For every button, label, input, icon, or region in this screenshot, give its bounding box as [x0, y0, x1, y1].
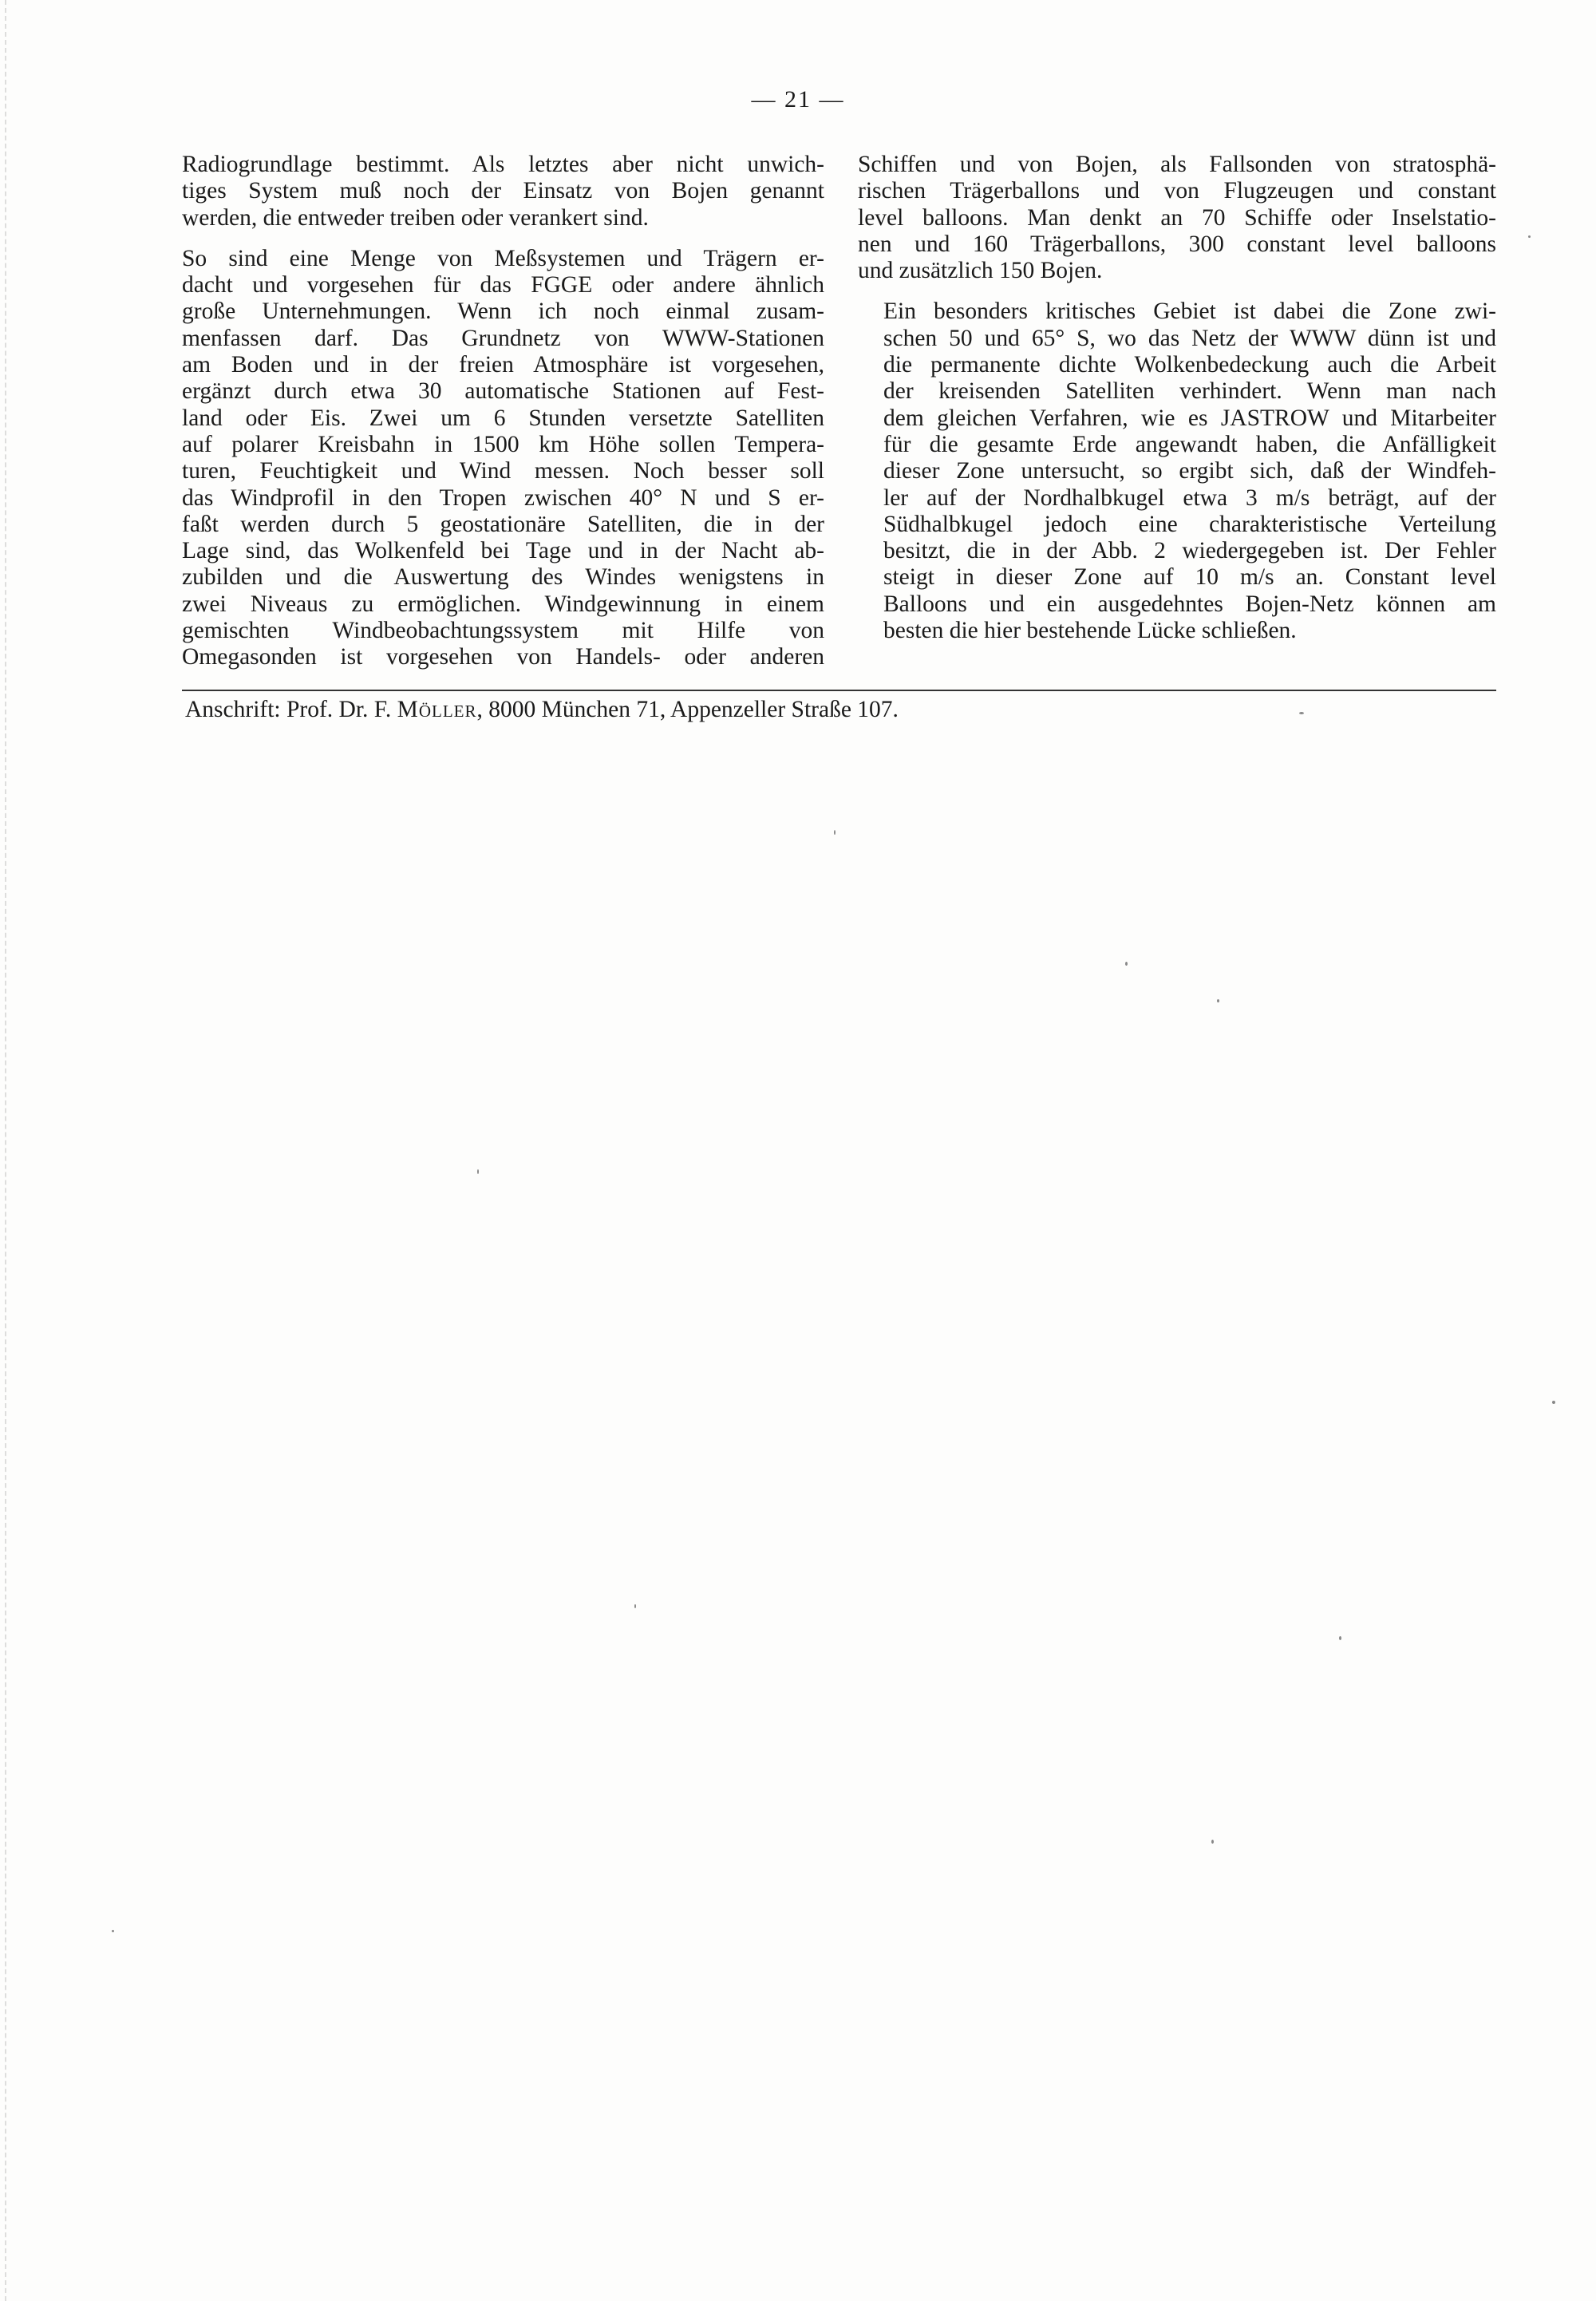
text-line: besitzt, die in der Abb. 2 wiedergegeben ist. Der Fehler: [883, 538, 1496, 564]
text-line: dieser Zone untersucht, so ergibt sich, daß der Windfeh-: [883, 458, 1496, 484]
scan-speck: [1552, 1401, 1555, 1404]
text-line: So sind eine Menge von Meßsystemen und Trägern er-: [182, 245, 824, 271]
scan-speck: [1211, 1840, 1214, 1844]
text-line: faßt werden durch 5 geostationäre Satelliten, die in der: [182, 511, 824, 537]
scan-speck: [1299, 712, 1304, 714]
author-address: [185, 696, 899, 723]
address-prefix: Anschrift: Prof. Dr. F.: [185, 697, 392, 722]
scan-speck: [112, 1930, 114, 1932]
text-line: auf polarer Kreisbahn in 1500 km Höhe sollen Tempera-: [182, 431, 824, 457]
text-line: schen 50 und 65° S, wo das Netz der WWW dünn ist und: [883, 325, 1496, 351]
text-line: turen, Feuchtigkeit und Wind messen. Noch besser soll: [182, 458, 824, 484]
scan-speck: [1217, 999, 1219, 1002]
left-column: [182, 152, 824, 686]
paragraph-1: [182, 152, 824, 231]
text-line: das Windprofil in den Tropen zwischen 40° N und S er-: [182, 484, 824, 511]
footer-rule: [182, 690, 1496, 691]
text-line: Südhalbkugel jedoch eine charakteristische Verteilung: [883, 511, 1496, 537]
paragraph-4: [858, 298, 1496, 644]
scan-speck: [1528, 235, 1531, 238]
text-line: Lage sind, das Wolkenfeld bei Tage und in der Nacht ab-: [182, 538, 824, 564]
text-line: der kreisenden Satelliten verhindert. Wenn man nach: [883, 378, 1496, 405]
page-number: — 21 —: [751, 86, 845, 113]
text-line: menfassen darf. Das Grundnetz von WWW-Stationen: [182, 325, 824, 351]
text-line: Schiffen und von Bojen, als Fallsonden von stratosphä-: [858, 152, 1496, 177]
text-line: ler auf der Nordhalbkugel etwa 3 m/s beträgt, auf der: [883, 484, 1496, 511]
text-line: nen und 160 Trägerballons, 300 constant level balloons: [858, 231, 1496, 257]
text-line: die permanente dichte Wolkenbedeckung auch die Arbeit: [883, 352, 1496, 378]
text-line: und zusätzlich 150 Bojen.: [858, 258, 1103, 284]
text-line: Ein besonders kritisches Gebiet ist dabei die Zone zwi-: [883, 298, 1496, 325]
text-line: zubilden und die Auswertung des Windes wenigstens in: [182, 564, 824, 591]
text-line: rischen Trägerballons und von Flugzeugen und constant: [858, 178, 1496, 204]
right-column: [858, 152, 1496, 658]
text-line: ergänzt durch etwa 30 automatische Stationen auf Fest-: [182, 378, 824, 405]
text-line: gemischten Windbeobachtungssystem mit Hilfe von: [182, 618, 824, 644]
address-suffix: , 8000 München 71, Appenzeller Straße 107.: [476, 697, 899, 722]
text-line: level balloons. Man denkt an 70 Schiffe oder Inselstatio-: [858, 204, 1496, 231]
author-name: Möller: [397, 697, 477, 722]
paragraph-2: [182, 246, 824, 671]
scan-speck: [634, 1604, 636, 1608]
text-line: besten die hier bestehende Lücke schließen.: [883, 618, 1297, 644]
text-line: für die gesamte Erde angewandt haben, die Anfälligkeit: [883, 431, 1496, 457]
text-line: steigt in dieser Zone auf 10 m/s an. Constant level: [883, 564, 1496, 591]
text-line: Radiogrundlage bestimmt. Als letztes aber nicht unwich-: [182, 152, 824, 177]
scan-speck: [834, 830, 836, 835]
text-line: land oder Eis. Zwei um 6 Stunden versetzte Satelliten: [182, 405, 824, 431]
text-line: zwei Niveaus zu ermöglichen. Windgewinnung in einem: [182, 591, 824, 617]
text-line: Omegasonden ist vorgesehen von Handels- oder anderen: [182, 644, 824, 670]
text-line: tiges System muß noch der Einsatz von Bojen genannt: [182, 178, 824, 204]
text-line: dacht und vorgesehen für das FGGE oder andere ähnlich: [182, 272, 824, 298]
scan-speck: [1125, 962, 1128, 966]
text-line: werden, die entweder treiben oder verankert sind.: [182, 204, 649, 231]
text-line: am Boden und in der freien Atmosphäre ist vorgesehen,: [182, 352, 824, 378]
scan-speck: [477, 1169, 479, 1174]
text-line: große Unternehmungen. Wenn ich noch einmal zusam-: [182, 298, 824, 325]
scan-edge: [0, 0, 6, 2301]
paragraph-3: [858, 152, 1496, 284]
scan-speck: [1339, 1636, 1341, 1640]
text-line: Balloons und ein ausgedehntes Bojen-Netz können am: [883, 591, 1496, 617]
text-line: dem gleichen Verfahren, wie es JASTROW und Mitarbeiter: [883, 405, 1496, 431]
